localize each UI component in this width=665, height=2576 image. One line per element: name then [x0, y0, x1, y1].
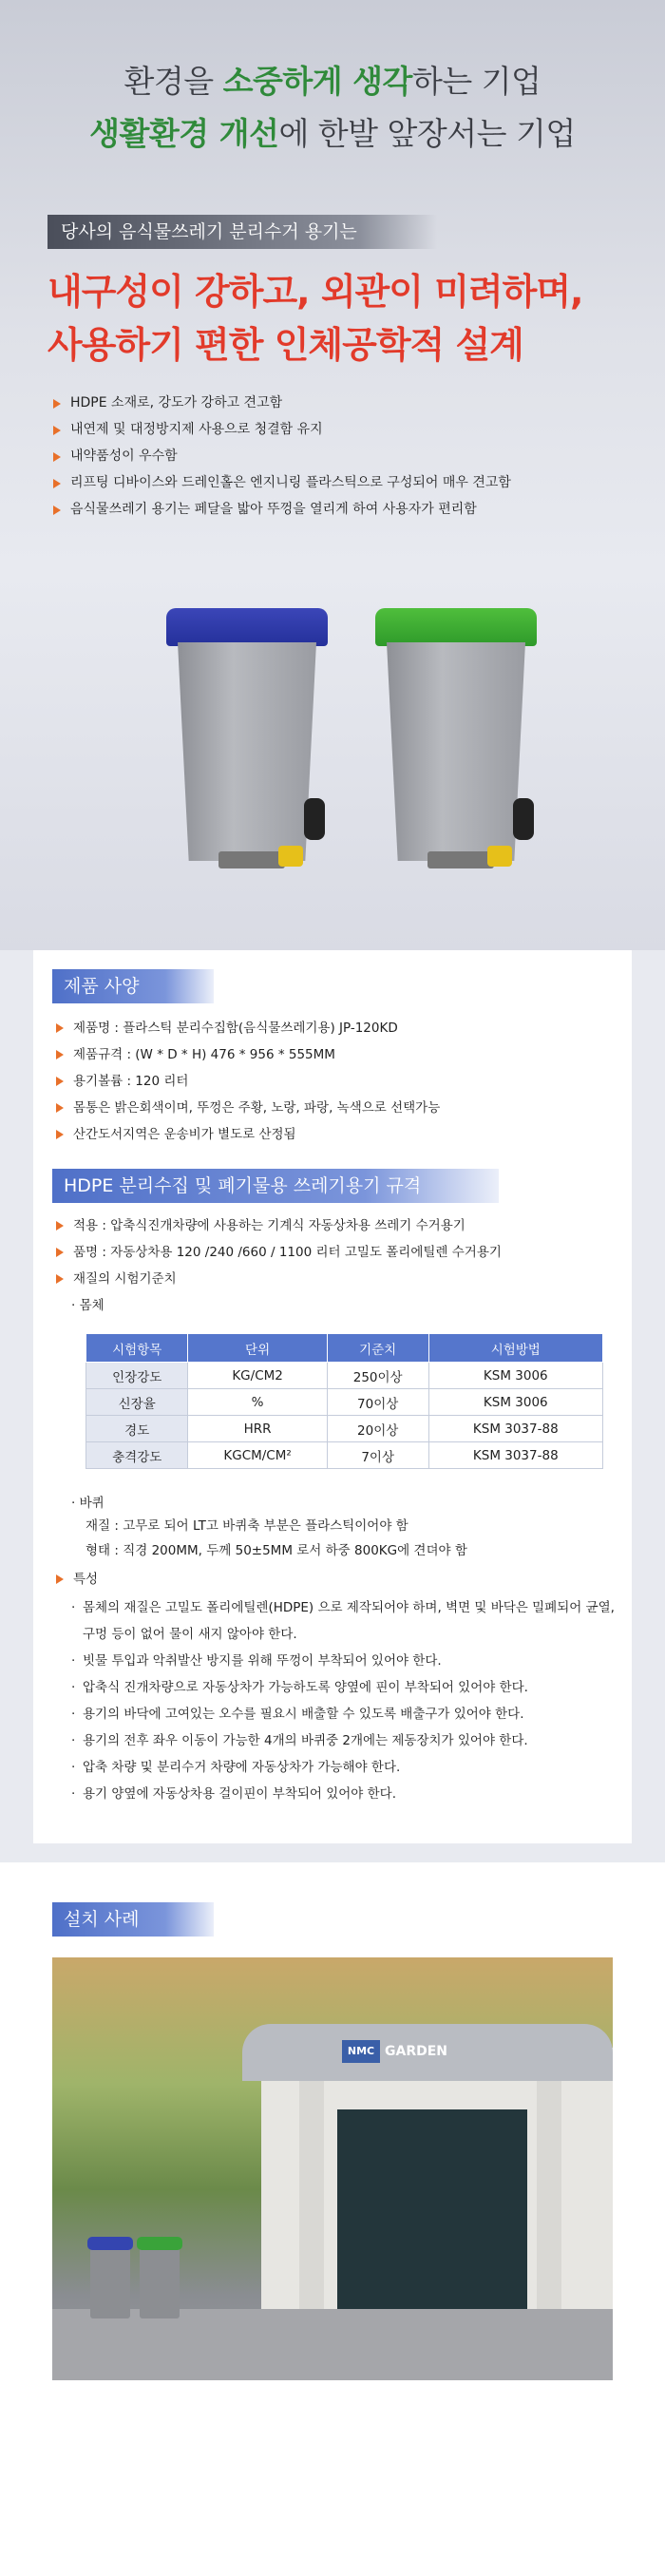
install-section: [0, 1862, 665, 2576]
hero-headline-1: 내구성이 강하고, 외관이 미려하며,: [48, 271, 583, 313]
table-row: [86, 1416, 603, 1442]
wheel-label: · 바퀴: [71, 1496, 104, 1511]
hero-slogan-2: 생활환경 개선에 한발 앞장서는 기업: [89, 115, 576, 152]
entrance-door: [337, 2109, 527, 2318]
table-row: [86, 1389, 603, 1416]
table-header: 시험항목: [86, 1334, 188, 1363]
list-item: 음식물쓰레기 용기는 페달을 밟아 뚜껑을 열리게 하여 사용자가 편리함: [53, 496, 511, 523]
wheel-shape: 형태 : 직경 200MM, 두께 50±5MM 로서 하중 800KG에 견뎌야 함: [86, 1543, 467, 1558]
table-cell: 7이상: [327, 1442, 428, 1469]
wheel-material: 재질 : 고무로 되어 LT고 바퀴축 부분은 플라스틱이어야 함: [86, 1518, 408, 1534]
bin-pedal-yellow: [278, 846, 303, 867]
blue-bin-image: [166, 608, 328, 893]
table-cell: KSM 3006: [428, 1363, 602, 1389]
nmc-logo: NMC: [342, 2040, 380, 2063]
table-cell: 20이상: [327, 1416, 428, 1442]
hero-headline-2: 사용하기 편한 인체공학적 설계: [48, 324, 523, 366]
list-item: 적용 : 압축식진개차량에 사용하는 기계식 자동상차용 쓰레기 수거용기: [56, 1212, 502, 1239]
list-item: HDPE 소재로, 강도가 강하고 견고함: [53, 390, 511, 416]
ground: [52, 2309, 613, 2380]
hero-section: [0, 0, 665, 950]
list-item: 용기볼륨 : 120 리터: [56, 1068, 440, 1095]
feature-heading: 특성: [56, 1566, 98, 1593]
list-item: · 빗물 투입과 악취발산 방지를 위해 뚜껑이 부착되어 있어야 한다.: [71, 1648, 622, 1674]
slogan-highlight: 생활환경 개선: [89, 115, 279, 152]
list-item: 몸통은 밝은회색이며, 뚜껑은 주황, 노랑, 파랑, 녹색으로 선택가능: [56, 1095, 440, 1121]
list-item: 리프팅 디바이스와 드레인홀은 엔지니링 플라스틱으로 구성되어 매우 견고함: [53, 469, 511, 496]
table-header: 시험방법: [428, 1334, 602, 1363]
install-photo: [52, 1957, 613, 2380]
list-item: 제품명 : 플라스틱 분리수집함(음식물쓰레기용) JP-120KD: [56, 1015, 440, 1041]
table-cell: 충격강도: [86, 1442, 188, 1469]
bin-pedal-yellow: [487, 846, 512, 867]
feature-heading-list: [56, 1566, 98, 1593]
table-row: [86, 1442, 603, 1469]
table-cell: KSM 3037-88: [428, 1416, 602, 1442]
install-title: 설치 사례: [52, 1902, 214, 1937]
bin-pedal: [218, 851, 285, 868]
list-item: · 압축 차량 및 분리수거 차량에 자동상차가 가능해야 한다.: [71, 1754, 622, 1781]
list-item: 품명 : 자동상차용 120 /240 /660 / 1100 리터 고밀도 폴리에틸렌 수거용기: [56, 1239, 502, 1266]
table-cell: 경도: [86, 1416, 188, 1442]
slogan-highlight: 소중하게 생각: [222, 63, 412, 100]
list-item: 내약품성이 우수함: [53, 443, 511, 469]
list-item: 제품규격 : (W * D * H) 476 * 956 * 555MM: [56, 1041, 440, 1068]
bin-lid: [166, 608, 328, 646]
bin-lid: [375, 608, 537, 646]
pillar: [537, 2081, 561, 2323]
table-row: [86, 1363, 603, 1389]
green-bin-photo: [140, 2242, 180, 2318]
table-cell: 70이상: [327, 1389, 428, 1416]
pillar: [299, 2081, 324, 2323]
material-test-table: [86, 1333, 603, 1469]
feature-list: [71, 1594, 622, 1807]
table-cell: KSM 3006: [428, 1389, 602, 1416]
bin-body: [178, 642, 316, 861]
list-item: · 몸체의 재질은 고밀도 폴리에틸렌(HDPE) 으로 제작되어야 하며, 벽면 및 바닥은 밀폐되어 균열, 구멍 등이 없어 물이 새지 않아야 한다.: [71, 1594, 622, 1648]
bin-lid: [87, 2237, 133, 2250]
body-label: · 몸체: [71, 1298, 104, 1313]
table-cell: %: [188, 1389, 327, 1416]
green-bin-image: [375, 608, 537, 893]
table-cell: HRR: [188, 1416, 327, 1442]
list-item: · 용기의 전후 좌우 이동이 가능한 4개의 바퀴중 2개에는 제동장치가 있어야 한다.: [71, 1727, 622, 1754]
list-item: · 용기 양옆에 자동상차용 걸이핀이 부착되어 있어야 한다.: [71, 1781, 622, 1807]
hero-feature-list: [53, 390, 511, 523]
spec-list: [56, 1015, 440, 1148]
table-cell: KSM 3037-88: [428, 1442, 602, 1469]
table-cell: KGCM/CM²: [188, 1442, 327, 1469]
list-item: 내연제 및 대정방지제 사용으로 청결함 유지: [53, 416, 511, 443]
table-header: 단위: [188, 1334, 327, 1363]
table-cell: 250이상: [327, 1363, 428, 1389]
spec-title: 제품 사양: [52, 969, 214, 1003]
list-item: 산간도서지역은 운송비가 별도로 산정됨: [56, 1121, 440, 1148]
table-header: 기준치: [327, 1334, 428, 1363]
standard-title: HDPE 분리수집 및 폐기물용 쓰레기용기 규격: [52, 1169, 499, 1203]
standard-list: [56, 1212, 502, 1292]
table-cell: 인장강도: [86, 1363, 188, 1389]
blue-bin-photo: [90, 2242, 130, 2318]
bin-wheel: [304, 798, 325, 840]
list-item: · 용기의 바닥에 고여있는 오수를 필요시 배출할 수 있도록 배출구가 있어야 한다.: [71, 1701, 622, 1727]
garden-sign: GARDEN: [385, 2044, 448, 2059]
list-item: 재질의 시험기준치: [56, 1266, 502, 1292]
hero-slogan-1: 환경을 소중하게 생각하는 기업: [124, 63, 542, 100]
hero-subtitle: 당사의 음식물쓰레기 분리수거 용기는: [48, 215, 437, 249]
table-cell: KG/CM2: [188, 1363, 327, 1389]
spec-card: [33, 950, 632, 1843]
bin-wheel: [513, 798, 534, 840]
bin-pedal: [428, 851, 494, 868]
bin-body: [387, 642, 525, 861]
list-item: · 압축식 진개차량으로 자동상차가 가능하도록 양옆에 핀이 부착되어 있어야 한다.: [71, 1674, 622, 1701]
table-cell: 신장율: [86, 1389, 188, 1416]
table-header-row: [86, 1334, 603, 1363]
bin-lid: [137, 2237, 182, 2250]
